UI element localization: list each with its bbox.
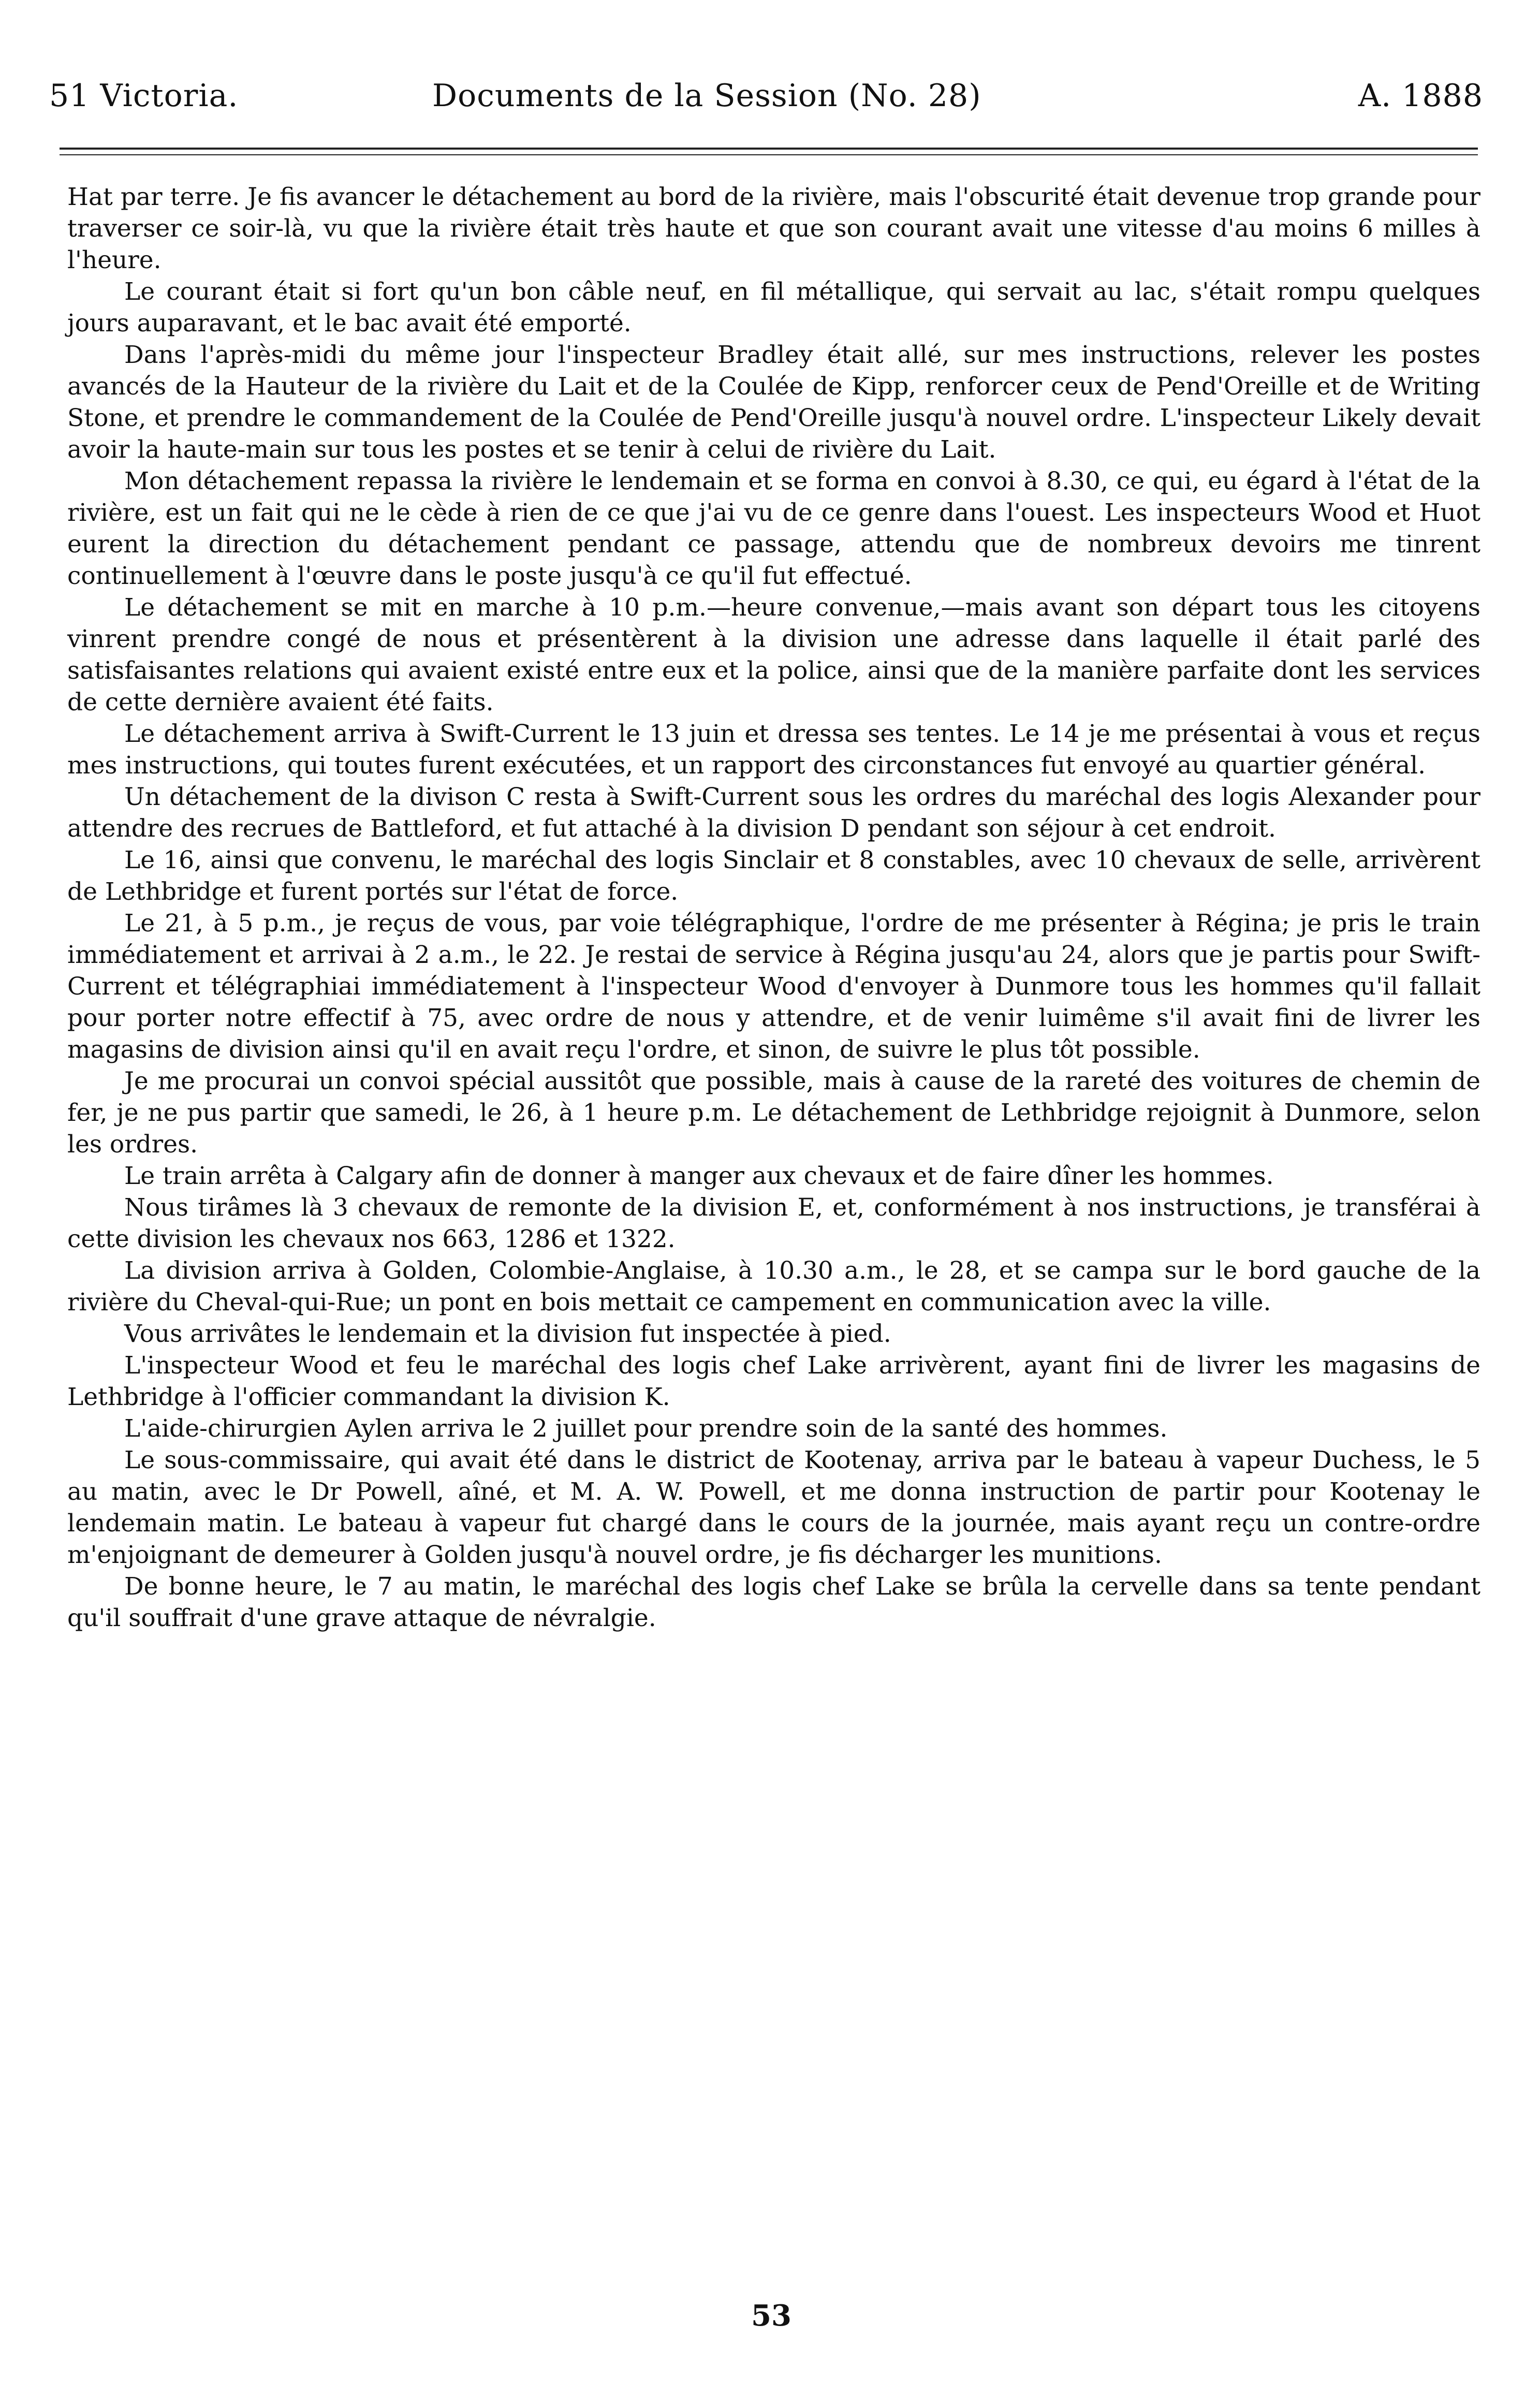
paragraph: Le sous-commissaire, qui avait été dans le district de Kootenay, arriva par le bateau à vapeur Duchess, le 5 au matin, avec le Dr Powell, aîné, et M. A. W. Powell, et me donna instruction de partir pour Kootenay le lendemain matin. Le bateau à vapeur fut chargé dans le cours de la journée, mais ayant reçu un contre-ordre m'enjoignant de demeurer à Golden jusqu'à nouvel ordre, je fis décharger les munitions.: [67, 1446, 1480, 1569]
header-year: A. 1888: [1358, 78, 1483, 114]
paragraph: La division arriva à Golden, Colombie-Anglaise, à 10.30 a.m., le 28, et se campa sur le bord gauche de la rivière du Cheval-qui-Rue; un pont en bois mettait ce campement en communication avec la ville.: [67, 1256, 1480, 1317]
page-number: 53: [751, 2299, 791, 2333]
paragraph: Le détachement arriva à Swift-Current le 13 juin et dressa ses tentes. Le 14 je me présentai à vous et reçus mes instructions, qui toutes furent exécutées, et un rapport des circonstances fut envoyé au quartier général.: [67, 720, 1480, 780]
paragraph: Le 16, ainsi que convenu, le maréchal des logis Sinclair et 8 constables, avec 10 chevaux de selle, arrivèrent de Lethbridge et furent portés sur l'état de force.: [67, 846, 1480, 906]
paragraph: Le 21, à 5 p.m., je reçus de vous, par voie télégraphique, l'ordre de me présenter à Régina; je pris le train immédiatement et arrivai à 2 a.m., le 22. Je restai de service à Régina jusqu'au 24, alors que je partis pour Swift-Current et télégraphiai immédiatement à l'inspecteur Wood d'envoyer à Dunmore tous les hommes qu'il fallait pour porter notre effectif à 75, avec ordre de nous y attendre, et de venir luimême s'il avait fini de livrer les magasins de division ainsi qu'il en avait reçu l'ordre, et sinon, de suivre le plus tôt possible.: [67, 909, 1480, 1064]
paragraph: L'inspecteur Wood et feu le maréchal des logis chef Lake arrivèrent, ayant fini de livrer les magasins de Lethbridge à l'officier commandant la division K.: [67, 1351, 1480, 1411]
paragraph: Vous arrivâtes le lendemain et la division fut inspectée à pied.: [124, 1320, 891, 1348]
document-page: [49, 0, 1493, 2383]
page-header: [49, 70, 1493, 122]
paragraph: Un détachement de la divison C resta à Swift-Current sous les ordres du maréchal des logis Alexander pour attendre des recrues de Battleford, et fut attaché à la division D pendant son séjour à cet endroit.: [67, 783, 1480, 843]
paragraph: Le détachement se mit en marche à 10 p.m.—heure convenue,—mais avant son départ tous les citoyens vinrent prendre congé de nous et présentèrent à la division une adresse dans laquelle il était parlé des satisfaisantes relations qui avaient existé entre eux et la police, ainsi que de la manière parfaite dont les services de cette dernière avaient été faits.: [67, 593, 1480, 717]
body-text: [67, 181, 1480, 1634]
paragraph: Dans l'après-midi du même jour l'inspecteur Bradley était allé, sur mes instructions, relever les postes avancés de la Hauteur de la rivière du Lait et de la Coulée de Kipp, renforcer ceux de Pend'Oreille et de Writing Stone, et prendre le commandement de la Coulée de Pend'Oreille jusqu'à nouvel ordre. L'inspecteur Likely devait avoir la haute-main sur tous les postes et se tenir à celui de rivière du Lait.: [67, 341, 1480, 464]
paragraph: L'aide-chirurgien Aylen arriva le 2 juillet pour prendre soin de la santé des hommes.: [124, 1414, 1168, 1443]
header-title: Documents de la Session (No. 28): [432, 78, 981, 114]
header-rule-thin: [60, 154, 1478, 155]
header-volume: 51 Victoria.: [49, 78, 239, 114]
header-rule: [60, 148, 1478, 150]
paragraph: Hat par terre. Je fis avancer le détachement au bord de la rivière, mais l'obscurité était devenue trop grande pour traverser ce soir-là, vu que la rivière était très haute et que son courant avait une vitesse d'au moins 6 milles à l'heure.: [67, 183, 1480, 274]
paragraph: De bonne heure, le 7 au matin, le maréchal des logis chef Lake se brûla la cervelle dans sa tente pendant qu'il souffrait d'une grave attaque de névralgie.: [67, 1572, 1480, 1632]
paragraph: Le courant était si fort qu'un bon câble neuf, en fil métallique, qui servait au lac, s'était rompu quelques jours auparavant, et le bac avait été emporté.: [67, 277, 1480, 338]
paragraph: Je me procurai un convoi spécial aussitôt que possible, mais à cause de la rareté des voitures de chemin de fer, je ne pus partir que samedi, le 26, à 1 heure p.m. Le détachement de Lethbridge rejoignit à Dunmore, selon les ordres.: [67, 1067, 1480, 1159]
paragraph: Le train arrêta à Calgary afin de donner à manger aux chevaux et de faire dîner les hommes.: [124, 1162, 1274, 1190]
paragraph: Mon détachement repassa la rivière le lendemain et se forma en convoi à 8.30, ce qui, eu égard à l'état de la rivière, est un fait qui ne le cède à rien de ce que j'ai vu de ce genre dans l'ouest. Les inspecteurs Wood et Huot eurent la direction du détachement pendant ce passage, attendu que de nombreux devoirs me tinrent continuellement à l'œuvre dans le poste jusqu'à ce qu'il fut effectué.: [67, 467, 1480, 590]
paragraph: Nous tirâmes là 3 chevaux de remonte de la division E, et, conformément à nos instructions, je transférai à cette division les chevaux nos 663, 1286 et 1322.: [67, 1193, 1480, 1253]
